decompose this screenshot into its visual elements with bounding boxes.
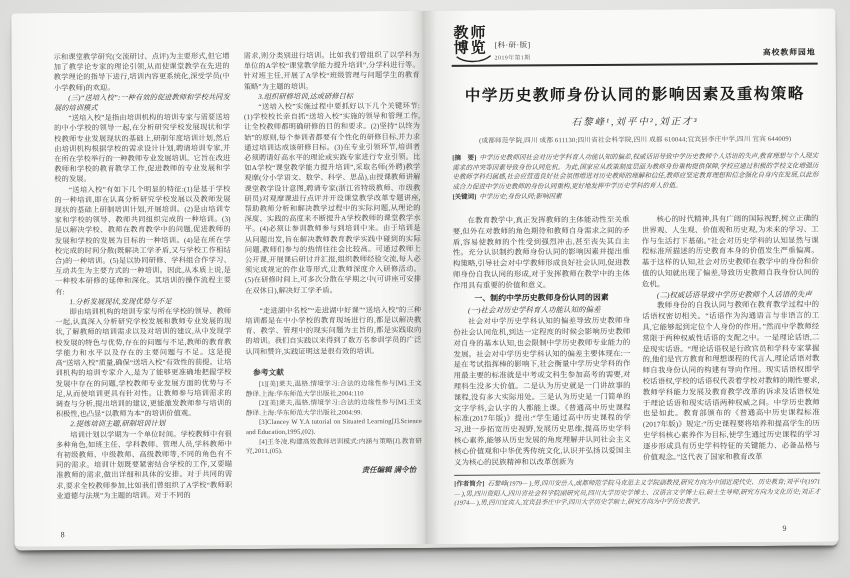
body-paragraph: 核心的时代精神,具有广阔的国际视野,树立正确的世界观、人生观、价值观和历史观,为未来的学习、工作与生活打下基础。”社会对历史学科的认知显然与课程标准所描述的历史教育本身的价值发生严重偏离。基于这样的认知,社会对历史教师在教学中的身份和价值的认知就出现了偏差,导致历史教师自我身份认同的危机。 [641,213,819,289]
author-bio-block [454,473,820,508]
logo-flourish-icon [456,54,492,62]
author-bio-text: 石黎峰(1979— ),男,四川安岳人,成都师范学院马克思主义学院副教授,研究方向为中国近现代史、历史教育;刘平中(1971— ),男,四川资阳人,四川省社会科学院副研究员,四川大学历史学博士、汉语言文学博士后,硕士生导师,研究方向为文化历史;刘正才(1974— ),男,四川宜宾人,宜宾县李庄中学,四川大学历史学硕士,研究方向为中学历史教学。 [454,478,821,507]
left-column-1 [54,51,233,501]
author-affiliations: (成都师范学院,四川 成都 611130;四川省社会科学院,四川 成都 610044;宜宾县李庄中学,四川 宜宾 644009) [479,135,792,145]
left-page-columns [54,50,423,501]
journal-logo-line2: 博览 [453,40,488,58]
right-column-2 [642,214,821,467]
numbered-heading: 1.分析发展现状,发现优势与不足 [69,297,172,307]
section-heading: 一、制约中学历史教师身份认同的因素 [474,292,609,303]
reference-item: [2][美]莱夫,温格.情境学习:合法的边缘性参与[M].王文静译.上海:华东师范大学出版社,2004:99. [245,399,422,417]
keywords-label: [关键词] [452,194,477,202]
subsection-heading: (一)社会对历史学科育人功能认知的偏差 [467,305,601,316]
journal-edition-block [494,26,530,61]
body-paragraph: “送培入校”是指由培训机构的培训专家与需要送培的中小学校的领导一起,在分析研究学校发展现状和学校教师专业发展现状的基础上,研制年度培训计划,然后由培训机构根据学校的需求设计计划,聘请培训专家,并在所在学校举行的一种教师专业发展培训。它旨在改进教师和学校的教育教学工作,促进教师的专业发展和学校的发展。 [54,113,231,184]
journal-issue: 2019年第1期 [494,55,531,62]
right-page-columns [453,214,821,469]
left-page [11,11,430,547]
header-rule [452,63,818,67]
numbered-heading: 3.组织研修培训,达成研修目标 [258,92,354,101]
body-paragraph: 培训计划以学期为一个单位时间。学校教师中有很多种角色,如班主任、学科教师、管理人员,学科教师中有初级教师、中级教师、高级教师等,不同的角色有不同的需求。培训计划既要紧密结合学校的工作,又要瞄准教师的需求,做出详细和具体的安排。对于共同的需求,要求全校教师参加,比如我们曾组织了A学校“教师职业道德与法规”为主题的培训。对于不同的 [55,429,233,500]
abstract-text: 中学历史教师因社会对历史学科育人功能认知的偏差,权威话语导致中学历史教师个人话语的失声,教育理想与个人现实需求的冲突等因素导致身份认同危机。为此,国家应从政策制度层面为教师身份重构提供保障,学校应通过积极的学校文化增强历史教师学科归属感,社会应营造良好社会氛围增进对历史教师的理解和信任,教师应坚定教育理想和信念强化自身内在发展,以此形成合力促进中学历史教师的身份认同重构,更好地发挥中学历史学科的育人价值。 [452,152,819,191]
body-paragraph: “走进湖中名校”“走进湖中好课”“送培入校”的三种培训都是在中小学校的教育现场进行的,都是以解决教育、教学、管理中的现实问题为主旨的,都是实践取向的培训。我们自实践以来得到了数万名参训学员的广泛认同和赞许,实践证明这是很有效的培训。 [245,305,422,356]
reference-item: [3]Clancey W Y.A tutorial on Situated Learning[J].Science and Education,1995,(02). [245,418,422,437]
right-page [427,8,838,543]
responsible-editor: 责任编辑 满令怡 [361,464,417,475]
body-paragraph: 在教育教学中,真正发挥教师的主体能动性至关重要,但外在对教师的角色期待和教师自身需求之间的矛盾,容易使教师的个性受到强烈冲击,甚至丧失其自主性。充分认识制约教师身份认同的影响因素并提出重构策略,引导社会对中学教师形成良好社会认同,促进教师身份自我认同的形成,对于发挥教师在教学中的主体作用具有重要的价值和意义。 [452,214,630,290]
journal-spread [11,8,838,550]
article-title: 中学历史教师身份认同的影响因素及重构策略 [464,85,805,105]
article-authors: 石黎峰¹,刘平中²,刘正才³ [571,117,699,129]
right-page-number: 9 [782,523,787,533]
reference-item: [4]王冬凌.构建高效教师培训模式:内涵与策略[J].教育研究,2011,(05). [246,437,423,456]
references-section [246,367,423,457]
journal-logo-text [453,27,487,58]
reference-item: [1][美]莱夫,温格.情境学习:合法的边缘性参与[M].王文静译.上海:华东师范大学出版社,2004:110 [245,380,422,398]
left-page-number: 8 [60,530,65,540]
subsection-heading: (三)“送培入校”:一种有效的促进教师和学校共同发展的培训模式 [53,93,230,113]
body-paragraph: 教师身份的自我认同与教师在教育教学过程中的话语权密切相关。“话语作为沟通语言与非语言的工具,它能够起到定位个人身份的作用。”然而中学教师经常限于两种权威性话语的支配之中。一是理论话语,二是现实话语。“理论话语权是行政官员和学科专家掌握的,他们是官方教育和理想课程的代言人,理论话语对教师自我身份认同的构建有导向作用。现实话语权即学校话语权,学校的话语权代表着学校对教师的刚性要求,教师学科能力发展及教育教学改革的诉求及话语权处于理论话语和现实话语两种权威之间。中学历史教师也是如此。教育部颁布的《普通高中历史课程标准(2017年版)》规定:“历史课程要将培养和提高学生的历史学科核心素养作为目标,使学生通过历史课程的学习逐步形成具有历史学科特征的关键能力、必备品格与价值观念。”这代表了国家和教育改革 [642,299,821,462]
left-column-2 [244,50,423,500]
keywords-text: 中学历史;身份认同;影响因素 [479,193,562,202]
body-paragraph: 社会对中学历史学科认知的偏差导致历史教师身份社会认同危机,到达一定程度的时候会影响历史教师对自身的基本认知,也会限制中学历史教师专业能力的发展。社会对中学历史学科认知的偏差主要体现在:一是在考试指挥棒的影响下,社会衡量中学历史学科的作用最主要的标准就是中考或文科生参加高考的需要,对理科生没多大价值。二是认为历史就是一门讲故事的课程,没有多大实际用处。三是认为历史是一门简单的文字学科,会认字的人都能上课。《普通高中历史课程标准(2017年版)》提出:“学生通过高中历史课程的学习,进一步拓宽历史视野,发展历史思维,提高历史学科核心素养,能够从历史发展的角度理解并认同社会主义核心价值观和中华优秀传统文化,认识并弘扬以爱国主义为核心的民族精神和以改革创新为 [453,315,632,467]
right-column-1 [453,215,632,468]
journal-logo [453,26,530,61]
references-title: 参考文献 [253,367,284,377]
journal-edition: [科·研·版] [494,40,531,50]
body-paragraph: 需求,则分类别进行培训。比如我们曾组织了以学科为单位的A学校“课堂教学能力提升培训”,分学科进行等。针对班主任,开展了A学校“班级管理与问题学生的教育策略”为主题的培训。 [243,51,420,91]
keywords-block [452,191,818,203]
abstract-label: [摘 要] [452,154,477,162]
section-label: 高校教师园地 [762,47,816,57]
body-paragraph: 示和课堂教学研究(交流研讨、点评)为主要形式,但它增加了教学论专家的理论引领,从而使课堂教学在先进的教学理论的指导下进行,培训内容更系统化,深受学员(中小学教师)的欢迎。 [53,52,230,92]
author-bio-label: [作者简介] [454,480,485,489]
subsection-heading: (二)权威话语导致中学历史教师个人话语的失声 [656,289,812,300]
body-paragraph: “送培入校”实施过程中要抓好以下几个关键环节:(1)学校校长亲自抓“送培入校”实施的领导和管理工作,让全校教师都明确研修的目的和要求。(2)坚持“以终为始”的原则,每个参训者都要有个性化的研修目标,并力求通过培训达成该研修目标。(3)在专业引领环节,培训者必须聘请好高水平的理论或实践专家进行专业引领。比如A学校“课堂教学能力提升培训”,采取名师(外聘)教学观摩(分小学语文、数学、科学、思品),由授课教师讲解课堂教学设计意图,聘请专家(浙江省特级教师、市级教研员)对观摩课进行点评并开设课堂教学改革专题讲座,帮助教师分析和解决教学过程中的实际问题,从理论的深度、实践的高度来不断提升A学校教师的课堂教学水平。(4)必须让参训教师参与到培训中来。由于培训是从问题出发,旨在解决教师教育教学实践中碰到的实际问题,教师们参与的热情往往会比较高。可通过教师上公开课,开展课后研讨并汇报,组织教师经验交流,每人必须完成规定的作业等形式,让教师深度介入研修活动。(5)在研修时间上,可多次分散在学期之中(可讲座可安排在双休日),解决好工学矛盾。 [243,102,422,295]
numbered-heading: 2.提炼培训主题,研制培训计划 [70,419,166,429]
journal-logo-line1: 教师 [453,25,488,42]
body-paragraph: 即由培训机构的培训专家与所在学校的领导、教师一起,认真深入分析研究学校发展和教师专业发展的现状,了解教师的培训需求以及对培训的建议,从中发现学校发展的特色与优势,存在的问题与不足,教师的教育教学能力和水平以及存在的主要问题与不足。这是提高“送培入校”质量,确保“送培入校”有效性的前提。让培训机构的培训专家介入,是为了能够更准确地把握学校发展中存在的问题,学校教师专业发展方面的优势与不足,从而使培训更具有针对性。让教师参与培训需求的调查与分析,提出培训的建议,更能激发教师参与培训的积极性,也凸显“以教师为本”的培训价值观。 [55,307,232,419]
journal-header [451,25,817,62]
abstract-block [452,152,818,193]
body-paragraph: “送培入校”有如下几个明显的特征:(1)是基于学校的一种培训,即在认真分析研究学校发展以及教师发展现状的基础上研制培训计划,开展培训。(2)是由培训专家和学校的领导、教师共同组织完成的一种培训。(3)是以解决学校、教师在教育教学中的问题,促进教师的发展和学校的发展为目标的一种培训。(4)是在所在学校完成的时间分散(既解决工学矛盾,又与学校工作相结合)的一种培训。(5)是以协同研修、学科组合作学习、互动共生为主要方式的一种培训。因此,从本质上说,是一种校本研修的延伸和深化。其培训的操作流程主要有: [54,184,232,296]
